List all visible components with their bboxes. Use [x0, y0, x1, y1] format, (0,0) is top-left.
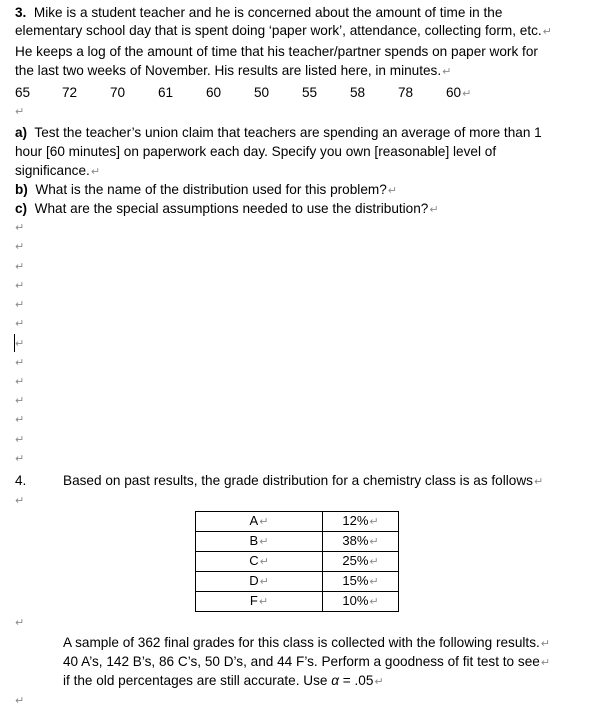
- q3-part-a-line-3: [15, 162, 100, 181]
- alpha-value: = .05: [339, 673, 374, 688]
- return-mark-icon: ↵: [15, 261, 25, 273]
- return-mark-icon: ↵: [15, 617, 25, 629]
- return-mark-icon: ↵: [540, 638, 550, 650]
- part-c-text: What are the special assumptions needed to use the distribution?: [34, 201, 429, 216]
- table-row: [196, 512, 399, 532]
- q3-text-2: elementary school day that is spent doing ‘paper work’, attendance, collecting form, etc.: [15, 23, 542, 38]
- return-mark-icon: ↵: [374, 676, 384, 688]
- q3-part-a-line-1: [15, 124, 542, 142]
- percent-cell: 12%↵: [323, 512, 399, 532]
- data-value: 61: [158, 85, 174, 100]
- q3-line-2: [15, 22, 552, 41]
- return-mark-icon: ↵: [540, 657, 551, 669]
- return-mark-icon: ↵: [90, 166, 101, 178]
- percent-cell: 15%↵: [323, 572, 399, 592]
- return-mark-icon: ↵: [387, 185, 397, 197]
- data-value: 65: [15, 85, 31, 100]
- part-a-text-2: hour [60 minutes] on paperwork each day. Specify you own [reasonable] level of: [15, 144, 497, 159]
- data-value: 78: [398, 85, 414, 100]
- q4-sample-text-3: if the old percentages are still accurate. Use: [63, 673, 328, 688]
- return-mark-icon: ↵: [15, 495, 25, 507]
- table-row: [196, 552, 399, 572]
- data-value: 60↵: [446, 85, 472, 100]
- q3-text-4: the last two weeks of November. His results are listed here, in minutes.: [15, 63, 442, 78]
- grade-distribution-table: [195, 511, 399, 612]
- alpha-symbol: α: [331, 673, 340, 688]
- q4-intro: [63, 472, 543, 491]
- part-a-label: a): [15, 125, 28, 140]
- table-row: [196, 572, 399, 592]
- return-mark-icon: ↵: [15, 695, 25, 707]
- return-mark-icon: ↵: [429, 204, 439, 216]
- percent-cell: 10%↵: [323, 592, 399, 612]
- q4-sample-line-1: [63, 634, 550, 653]
- part-a-text-3: significance.: [15, 163, 90, 178]
- part-b-text: What is the name of the distribution used for this problem?: [35, 182, 387, 197]
- q3-line-1: [15, 4, 502, 22]
- grade-cell: D↵: [196, 572, 323, 592]
- return-mark-icon: ↵: [15, 357, 25, 369]
- grade-cell: C↵: [196, 552, 323, 572]
- q3-text-1: Mike is a student teacher and he is concerned about the amount of time in the: [33, 5, 503, 20]
- q4-intro-line: [15, 472, 26, 490]
- data-value: 50: [254, 85, 270, 100]
- grade-cell: B↵: [196, 532, 323, 552]
- q4-sample-text-2: 40 A’s, 142 B’s, 86 C’s, 50 D’s, and 44 F’s. Perform a goodness of fit test to see: [63, 654, 540, 669]
- return-mark-icon: ↵: [15, 241, 25, 253]
- return-mark-icon: ↵: [15, 299, 25, 311]
- table-row: [196, 532, 399, 552]
- grade-cell: F↵: [196, 592, 323, 612]
- return-mark-icon: ↵: [15, 453, 25, 465]
- return-mark-icon: ↵: [15, 106, 25, 118]
- q4-intro-text: Based on past results, the grade distribution for a chemistry class is as follows: [63, 473, 533, 488]
- percent-cell: 25%↵: [323, 552, 399, 572]
- return-mark-icon: ↵: [15, 222, 25, 234]
- part-a-text-1: Test the teacher’s union claim that teachers are spending an average of more than 1: [34, 125, 542, 140]
- return-mark-icon: ↵: [15, 434, 25, 446]
- return-mark-icon: ↵: [15, 280, 25, 292]
- q3-line-4: [15, 62, 451, 81]
- percent-cell: 38%↵: [323, 532, 399, 552]
- q4-sample-text-1: A sample of 362 final grades for this class is collected with the following results.: [63, 635, 540, 650]
- q4-number: 4.: [15, 473, 27, 488]
- return-mark-icon: ↵: [442, 66, 452, 78]
- return-mark-icon: ↵: [533, 476, 544, 488]
- data-value: 70: [110, 85, 126, 100]
- return-mark-icon: ↵: [15, 318, 25, 330]
- q3-number: 3.: [15, 5, 27, 20]
- q4-sample-line-3: [63, 672, 384, 691]
- q4-sample-line-2: [63, 653, 550, 672]
- q3-text-3: He keeps a log of the amount of time that his teacher/partner spends on paper work for: [15, 44, 538, 59]
- data-value: 55: [302, 85, 318, 100]
- data-value: 58: [350, 85, 366, 100]
- return-mark-icon: ↵: [15, 338, 25, 350]
- part-b-label: b): [15, 182, 28, 197]
- table-row: [196, 592, 399, 612]
- return-mark-icon: ↵: [15, 376, 25, 388]
- return-mark-icon: ↵: [15, 414, 25, 426]
- part-c-label: c): [15, 201, 28, 216]
- q3-part-b: [15, 181, 397, 200]
- q3-line-3: [15, 43, 538, 61]
- return-mark-icon: ↵: [542, 26, 552, 38]
- data-value: 72: [62, 85, 78, 100]
- grade-cell: A↵: [196, 512, 323, 532]
- q3-part-a-line-2: [15, 143, 496, 161]
- return-mark-icon: ↵: [15, 395, 25, 407]
- q3-part-c: [15, 200, 439, 219]
- data-value: 60: [206, 85, 222, 100]
